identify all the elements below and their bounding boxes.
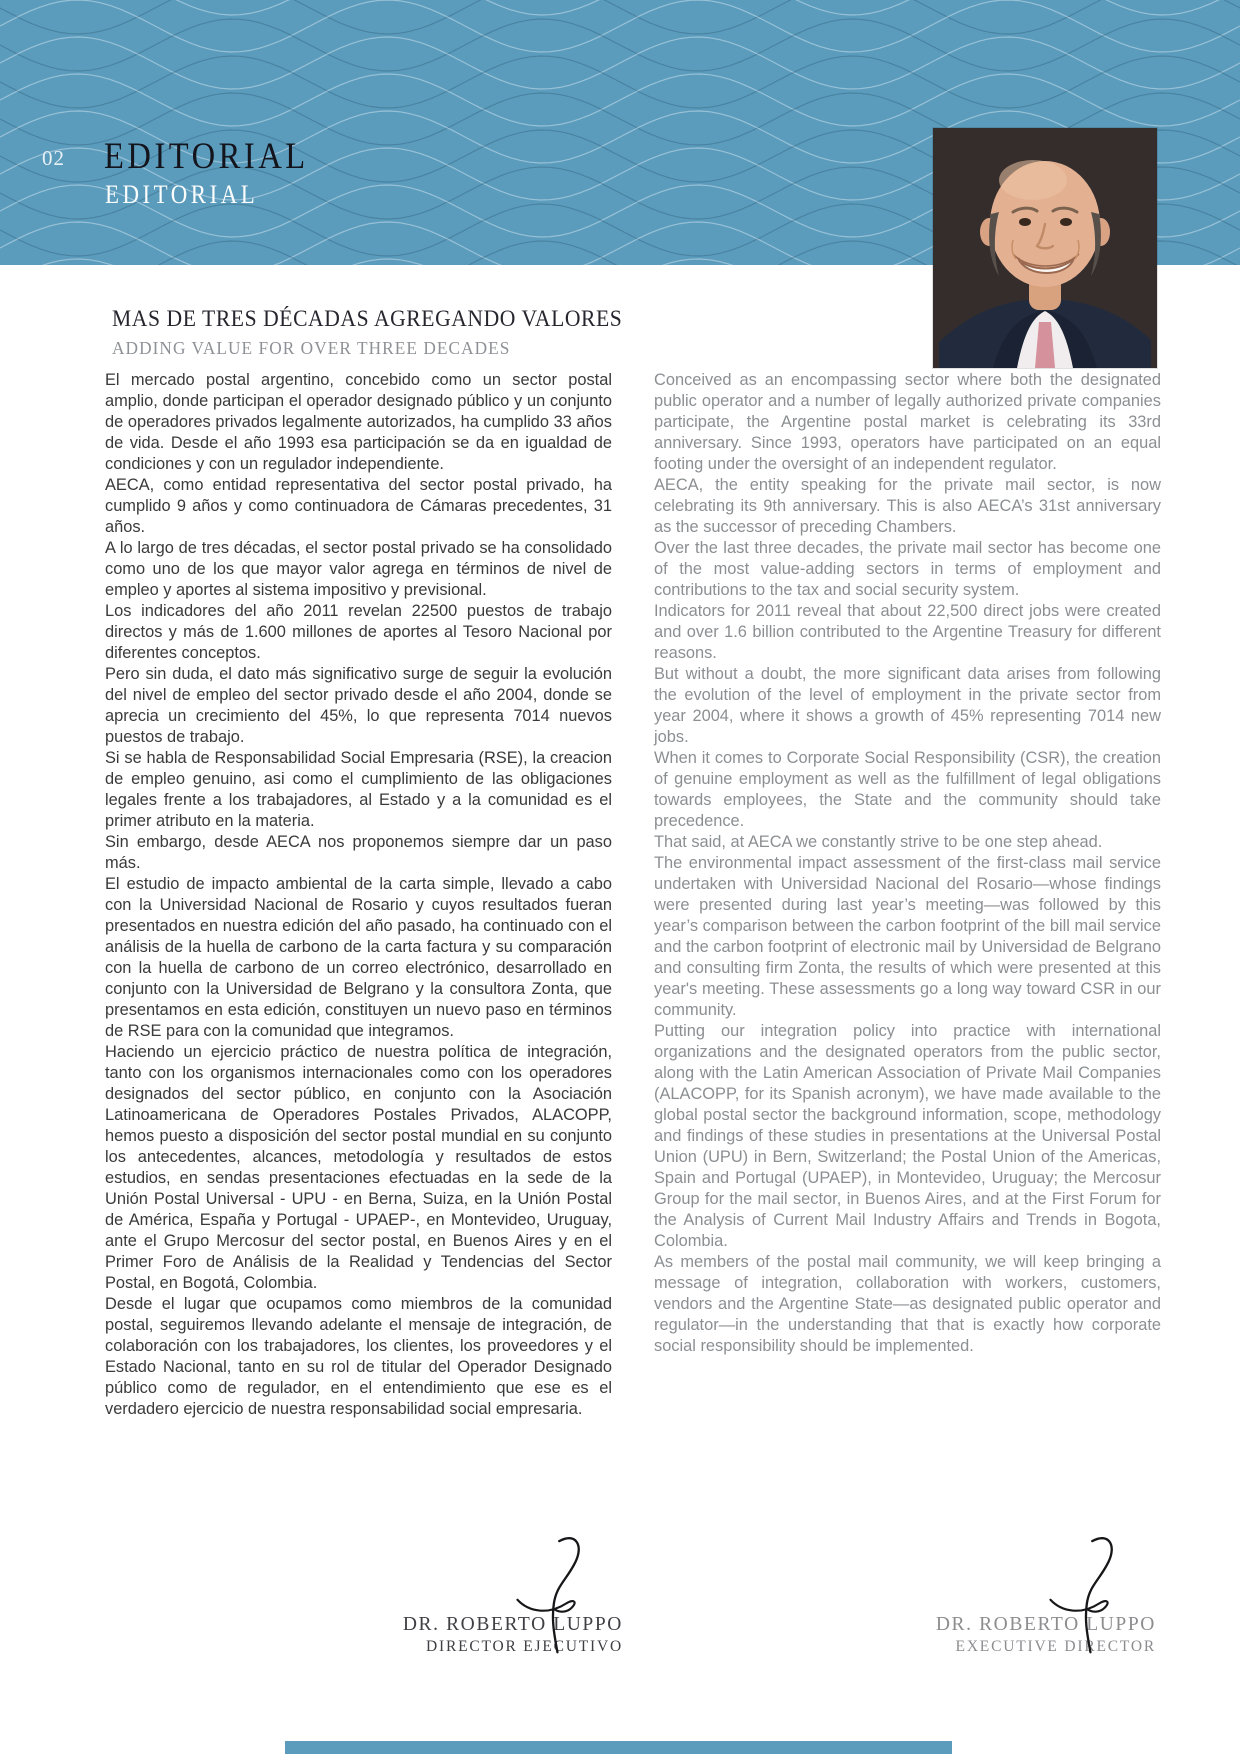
signature-block-right [866, 1528, 1156, 1656]
spanish-column [105, 370, 612, 1420]
footer-bar [285, 1741, 952, 1754]
signatory-name: DR. ROBERTO LUPPO [402, 1614, 623, 1635]
portrait-photo [933, 128, 1157, 368]
paragraph: AECA, the entity speaking for the private mail sector, is now celebrating its 9th anniversary. This is also AECA’s 31st anniversary as the successor of preceding Chambers. [654, 476, 1161, 536]
paragraph: Conceived as an encompassing sector where both the designated public operator and a number of legally authorized private companies participate, the Argentine postal market is celebrating its 33rd anniversary. Since 1993, operators have participated on an equal footing under the oversight of an independent regulator. [654, 371, 1161, 473]
paragraph: Indicators for 2011 reveal that about 22,500 direct jobs were created and over 1.6 billion contributed to the Argentine Treasury for different reasons. [654, 602, 1161, 662]
article-title-en: ADDING VALUE FOR OVER THREE DECADES [112, 338, 511, 358]
paragraph: El estudio de impacto ambiental de la carta simple, llevado a cabo con la Universidad Nacional de Rosario y cuyos resultados fueran presentados en nuestra edición del año pasado, ha continuado con el análisis de la huella de carbono de la carta factura y su comparación con la huella de carbono de un correo electrónico, desarrollado en conjunto con la Universidad de Belgrano y la consultora Zonta, que presentamos en esta edición, constituyen un nuevo paso en términos de RSE para con la comunidad que integramos. [105, 875, 612, 1040]
paragraph: Sin embargo, desde AECA nos proponemos siempre dar un paso más. [105, 833, 612, 872]
paragraph: Putting our integration policy into practice with international organizations and the designated operators from the public sector, along with the Latin American Association of Private Mail Companies (ALACOPP, for its Spanish acronym), we have made available to the global postal sector the background information, scope, methodology and findings of these studies in presentations at the Universal Postal Union (UPU) in Bern, Switzerland; the Postal Union of the Americas, Spain and Portugal (UPAEP), in Montevideo, Uruguay; the Mercosur Group for the mail sector, in Buenos Aires, and at the First Forum for the Analysis of Current Mail Industry Affairs and Trends in Bogota, Colombia. [654, 1022, 1161, 1250]
signatory-title: EXECUTIVE DIRECTOR [955, 1638, 1156, 1655]
paragraph: Over the last three decades, the private mail sector has become one of the most value-adding sectors in terms of employment and contributions to the tax and social security system. [654, 539, 1161, 599]
signature-flourish-icon [513, 1528, 593, 1660]
signatory-title: DIRECTOR EJECUTIVO [425, 1638, 623, 1655]
paragraph: That said, at AECA we constantly strive to be one step ahead. [654, 833, 1103, 851]
section-title-es: EDITORIAL [104, 136, 309, 177]
portrait-illustration [933, 128, 1157, 368]
paragraph: As members of the postal mail community, we will keep bringing a message of integration, collaboration with workers, customers, vendors and the Argentine State—as designated public operator and regulator—in the understanding that that is exactly how corporate social responsibility should be implemented. [654, 1253, 1161, 1355]
page-number: 02 [42, 146, 65, 170]
article-title-es: MAS DE TRES DÉCADAS AGREGANDO VALORES [112, 306, 623, 331]
section-title-block [104, 138, 337, 208]
article-body [105, 370, 1161, 1420]
paragraph: Desde el lugar que ocupamos como miembros de la comunidad postal, seguiremos llevando adelante el mensaje de integración, de colaboración con los trabajadores, los clientes, los proveedores y el Estado Nacional, tanto en su rol de titular del Operador Designado público como de regulador, en el entendimiento que ese es el verdadero ejercicio de nuestra responsabilidad social empresaria. [105, 1295, 612, 1418]
signature-flourish-icon [1046, 1528, 1126, 1660]
paragraph: A lo largo de tres décadas, el sector postal privado se ha consolidado como uno de los que mayor valor agrega en términos de nivel de empleo y aportes al sistema impositivo y previsional. [105, 539, 612, 599]
paragraph: But without a doubt, the more significant data arises from following the evolution of the level of employment in the private sector from year 2004, where it shows a growth of 45% representing 7014 new jobs. [654, 665, 1161, 746]
article-heading [112, 306, 655, 359]
section-title-en: EDITORIAL [105, 180, 259, 209]
paragraph: El mercado postal argentino, concebido como un sector postal amplio, donde participan el operador designado público y un conjunto de operadores privados legalmente autorizados, ha cumplido 33 años de vida. Desde el año 1993 esa participación se da en igualdad de condiciones y con un regulador independiente. [105, 371, 612, 473]
paragraph: The environmental impact assessment of the first-class mail service undertaken with Universidad Nacional del Rosario—whose findings were presented during last year’s meeting—was followed by this year’s comparison between the carbon footprint of the bill mail service and the carbon footprint of electronic mail by Universidad de Belgrano and consulting firm Zonta, the results of which were presented at this year's meeting. These assessments go a long way toward CSR in our community. [654, 854, 1161, 1019]
signature-block-left [333, 1528, 623, 1656]
paragraph: Haciendo un ejercicio práctico de nuestra política de integración, tanto con los organismos internacionales como con los operadores designados del sector público, en conjunto con la Asociación Latinoamericana de Operadores Postales Privados, ALACOPP, hemos puesto a disposición del sector postal mundial en su conjunto los antecedentes, alcances, metodología y resultados de estos estudios, en sendas presentaciones efectuadas en la sede de la Unión Postal Universal - UPU - en Berna, Suiza, en la Unión Postal de América, España y Portugal - UPAEP-, en Montevideo, Uruguay, ante el Grupo Mercosur del sector postal, en Buenos Aires y en el Primer Foro de Análisis de la Realidad y Tendencias del Sector Postal, en Bogotá, Colombia. [105, 1043, 612, 1292]
paragraph: Pero sin duda, el dato más significativo surge de seguir la evolución del nivel de empleo del sector privado desde el año 2004, donde se aprecia un crecimiento del 45%, lo que representa 7014 nuevos puestos de trabajo. [105, 665, 612, 746]
paragraph: Si se habla de Responsabilidad Social Empresaria (RSE), la creacion de empleo genuino, asi como el cumplimiento de las obligaciones legales frente a los trabajadores, al Estado y a la comunidad es el primer atributo en la materia. [105, 749, 612, 830]
paragraph: Los indicadores del año 2011 revelan 22500 puestos de trabajo directos y más de 1.600 millones de aportes al Tesoro Nacional por diferentes conceptos. [105, 602, 612, 662]
paragraph: When it comes to Corporate Social Responsibility (CSR), the creation of genuine employment as well as the fulfillment of legal obligations towards employees, the State and the community should take precedence. [654, 749, 1161, 830]
signatory-name: DR. ROBERTO LUPPO [935, 1614, 1156, 1635]
english-column [654, 370, 1161, 1420]
paragraph: AECA, como entidad representativa del sector postal privado, ha cumplido 9 años y como continuadora de Cámaras precedentes, 31 años. [105, 476, 612, 536]
